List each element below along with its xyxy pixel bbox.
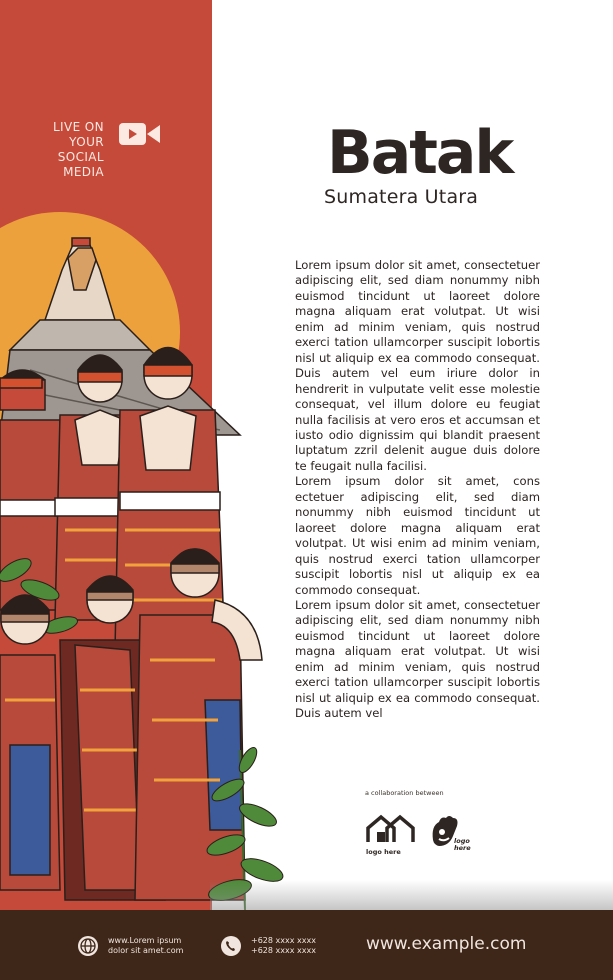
- web-text-line-1: www.Lorem ipsum: [108, 936, 182, 945]
- page-title: Batak: [327, 118, 513, 188]
- live-line-2: YOUR: [69, 135, 104, 149]
- web-text-line-2: dolor sit amet.com: [108, 946, 184, 955]
- logo-1-label: logo here: [366, 848, 401, 856]
- body-text: [295, 258, 540, 722]
- phone-numbers: [251, 936, 316, 956]
- page-subtitle: Sumatera Utara: [324, 186, 479, 208]
- bottom-shadow: [210, 880, 613, 910]
- live-social-text: [40, 120, 104, 180]
- logo-2-label: [454, 838, 471, 852]
- live-line-4: MEDIA: [63, 165, 104, 179]
- paragraph-1: Lorem ipsum dolor sit amet, consectetuer adipiscing elit, sed diam nonummy nibh euismod tincidunt ut laoreet dolore magna aliquam erat volutpat. Ut wisi enim ad minim veniam, quis nostrud exerci tation ullamcorper suscipit lobortis nisl ut aliquip ex ea commodo consequat. Duis autem vel eum iriure dolor in hendrerit in vulputate velit esse molestie consequat, vel illum dolore eu feugiat nulla facilisis at vero eros et accumsan et iusto odio dignissim qui blandit praesent luptatum zzril delenit augue duis dolore te feugait nulla facilisi.: [295, 258, 540, 473]
- web-text: [108, 936, 183, 956]
- live-line-1: LIVE ON: [52, 120, 104, 134]
- logo-2-label-line-2: here: [454, 844, 471, 852]
- phone-icon: [220, 935, 242, 957]
- phone-number-1: +628 xxxx xxxx: [251, 936, 316, 945]
- globe-icon: [77, 935, 99, 957]
- batak-people-illustration: [0, 230, 300, 910]
- website-link[interactable]: www.example.com: [366, 934, 527, 954]
- video-camera-icon: [119, 123, 160, 145]
- paragraph-2: Lorem ipsum dolor sit amet, cons ectetuer adipiscing elit, sed diam nonummy nibh euismod tincidunt ut laoreet dolore magna aliquam erat volutpat. Ut wisi enim ad minim veniam, quis nostrud exerci tation ullamcorper suscipit lobortis nisl ut aliquip ex ea commodo consequat.: [295, 474, 540, 597]
- collaboration-label: a collaboration between: [365, 789, 444, 797]
- live-line-3: SOCIAL: [57, 150, 104, 164]
- phone-number-2: +628 xxxx xxxx: [251, 946, 316, 955]
- footer: [0, 910, 613, 980]
- paragraph-3: Lorem ipsum dolor sit amet, consectetuer adipiscing elit, sed diam nonummy nibh euismod tincidunt ut laoreet dolore magna aliquam erat volutpat. Ut wisi enim ad minim veniam, quis nostrud exerci tation ullamcorper suscipit lobortis nisl ut aliquip ex ea commodo consequat. Duis autem vel: [295, 597, 540, 721]
- logo-2-label-line-1: logo: [454, 837, 470, 845]
